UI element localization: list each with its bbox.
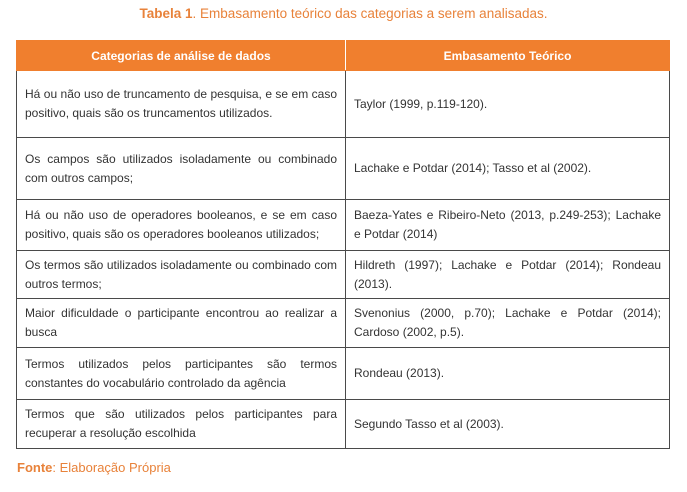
reference-cell: Taylor (1999, p.119-120).: [346, 71, 670, 138]
categories-table: [16, 40, 670, 449]
table-row: [17, 251, 670, 299]
header-theoretical-basis: Embasamento Teórico: [346, 41, 670, 71]
caption-text: . Embasamento teórico das categorias a serem analisadas.: [192, 6, 548, 21]
reference-cell: Lachake e Potdar (2014); Tasso et al (2002).: [346, 138, 670, 200]
reference-cell: Hildreth (1997); Lachake e Potdar (2014); Rondeau (2013).: [346, 251, 670, 299]
source-text: : Elaboração Própria: [52, 460, 171, 475]
caption-label: Tabela 1: [139, 6, 193, 21]
table-row: [17, 400, 670, 449]
reference-cell: Rondeau (2013).: [346, 348, 670, 400]
reference-cell: Baeza-Yates e Ribeiro-Neto (2013, p.249-253); Lachake e Potdar (2014): [346, 200, 670, 251]
table-row: [17, 200, 670, 251]
category-cell: Maior dificuldade o participante encontrou ao realizar a busca: [17, 299, 346, 348]
table-caption: [0, 6, 687, 21]
header-categories: Categorias de análise de dados: [17, 41, 346, 71]
reference-cell: Segundo Tasso et al (2003).: [346, 400, 670, 449]
category-cell: Os campos são utilizados isoladamente ou combinado com outros campos;: [17, 138, 346, 200]
category-cell: Termos utilizados pelos participantes são termos constantes do vocabulário controlado da agência: [17, 348, 346, 400]
source-note: [17, 460, 171, 475]
category-cell: Termos que são utilizados pelos participantes para recuperar a resolução escolhida: [17, 400, 346, 449]
table-row: [17, 348, 670, 400]
category-cell: Há ou não uso de operadores booleanos, e se em caso positivo, quais são os operadores booleanos utilizados;: [17, 200, 346, 251]
table-header-row: [17, 41, 670, 71]
category-cell: Os termos são utilizados isoladamente ou combinado com outros termos;: [17, 251, 346, 299]
source-label: Fonte: [17, 460, 53, 475]
table-row: [17, 71, 670, 138]
table-row: [17, 299, 670, 348]
reference-cell: Svenonius (2000, p.70); Lachake e Potdar (2014); Cardoso (2002, p.5).: [346, 299, 670, 348]
category-cell: Há ou não uso de truncamento de pesquisa, e se em caso positivo, quais são os truncamentos utilizados.: [17, 71, 346, 138]
table-row: [17, 138, 670, 200]
